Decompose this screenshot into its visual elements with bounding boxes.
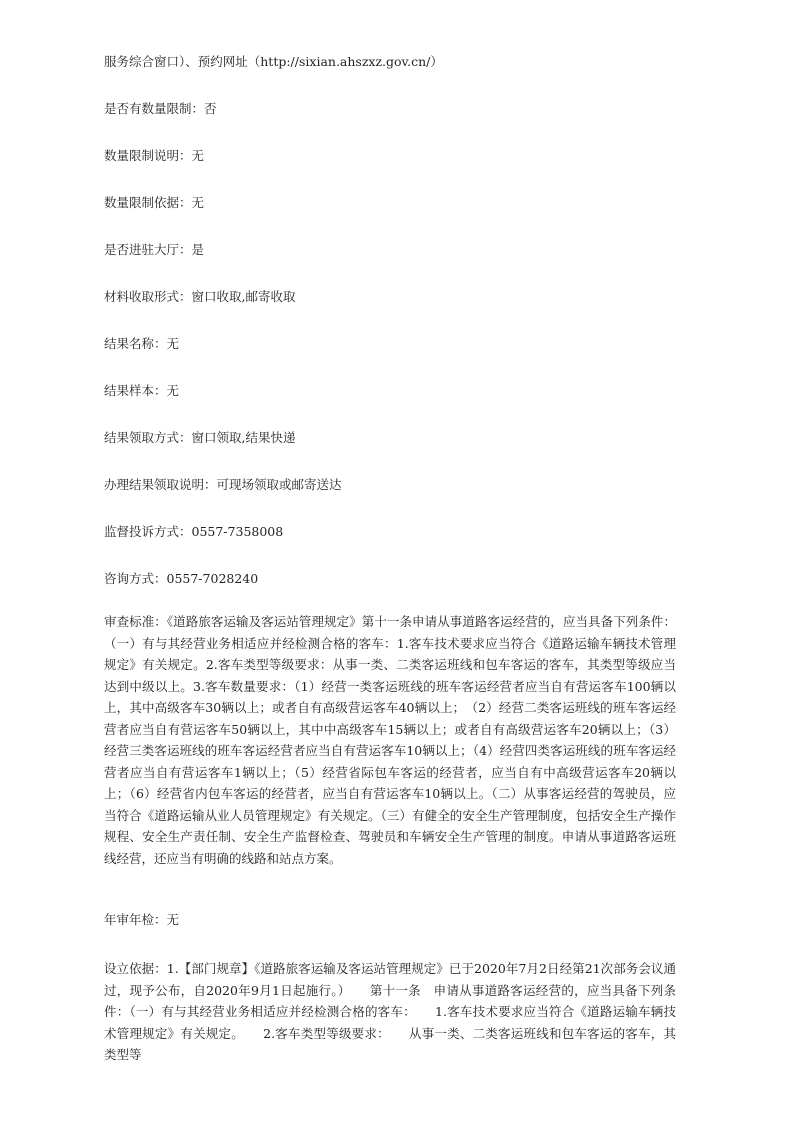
- result-pickup-note-line: 办理结果领取说明：可现场领取或邮寄送达: [104, 477, 342, 492]
- legal-basis-paragraph: 设立依据：1.【部门规章】《道路旅客运输及客运站管理规定》已于2020年7月2日经第21次部务会议通过，现予公布，自2020年9月1日起施行。） 第十一条 申请从事道路客运经营的，应当具备下列条件：（一）有与其经营业务相适应并经检测合格的客车： 1.客车技术要求应当符合《道路运输车辆技术管理规定》有关规定。 2.客车类型等级要求： 从事一类、二类客运班线和包车客运的客车，其类型等: [104, 961, 676, 1062]
- complaint-contact-line: 监督投诉方式：0557-7358008: [104, 524, 284, 539]
- inquiry-contact-line: 咨询方式：0557-7028240: [104, 571, 259, 586]
- service-window-line: 服务综合窗口）、预约网址（http://sixian.ahszxz.gov.cn/）: [104, 54, 443, 69]
- quantity-limit-basis-line: 数量限制依据：无: [104, 195, 205, 210]
- result-name-line: 结果名称：无: [104, 336, 180, 351]
- hall-entry-line: 是否进驻大厅：是: [104, 242, 205, 257]
- material-collection-line: 材料收取形式：窗口收取,邮寄收取: [104, 289, 296, 304]
- review-standard-paragraph: 审查标准：《道路旅客运输及客运站管理规定》第十一条申请从事道路客运经营的，应当具备下列条件：（一）有与其经营业务相适应并经检测合格的客车：1.客车技术要求应当符合《道路运输车辆技术管理规定》有关规定。2.客车类型等级要求：从事一类、二类客运班线和包车客运的客车，其类型等级应当达到中级以上。3.客车数量要求：（1）经营一类客运班线的班车客运经营者应当自有营运客车100辆以上，其中高级客车30辆以上；或者自有高级营运客车40辆以上； （2）经营二类客运班线的班车客运经营者应当自有营运客车50辆以上，其中中高级客车15辆以上；或者自有高级营运客车20辆以上；（3）经营三类客运班线的班车客运经营者应当自有营运客车10辆以上；（4）经营四类客运班线的班车客运经营者应当自有营运客车1辆以上；（5）经营省际包车客运的经营者，应当自有中高级营运客车20辆以上；（6）经营省内包车客运的经营者，应当自有营运客车10辆以上。（二）从事客运经营的驾驶员，应当符合《道路运输从业人员管理规定》有关规定。（三）有健全的安全生产管理制度，包括安全生产操作规程、安全生产责任制、安全生产监督检查、驾驶员和车辆安全生产管理的制度。申请从事道路客运班线经营，还应当有明确的线路和站点方案。: [104, 614, 676, 866]
- annual-review-line: 年审年检：无: [104, 912, 180, 927]
- result-pickup-line: 结果领取方式：窗口领取,结果快递: [104, 430, 296, 445]
- quantity-limit-line: 是否有数量限制：否: [104, 101, 217, 116]
- result-sample-line: 结果样本：无: [104, 383, 180, 398]
- quantity-limit-note-line: 数量限制说明：无: [104, 148, 205, 163]
